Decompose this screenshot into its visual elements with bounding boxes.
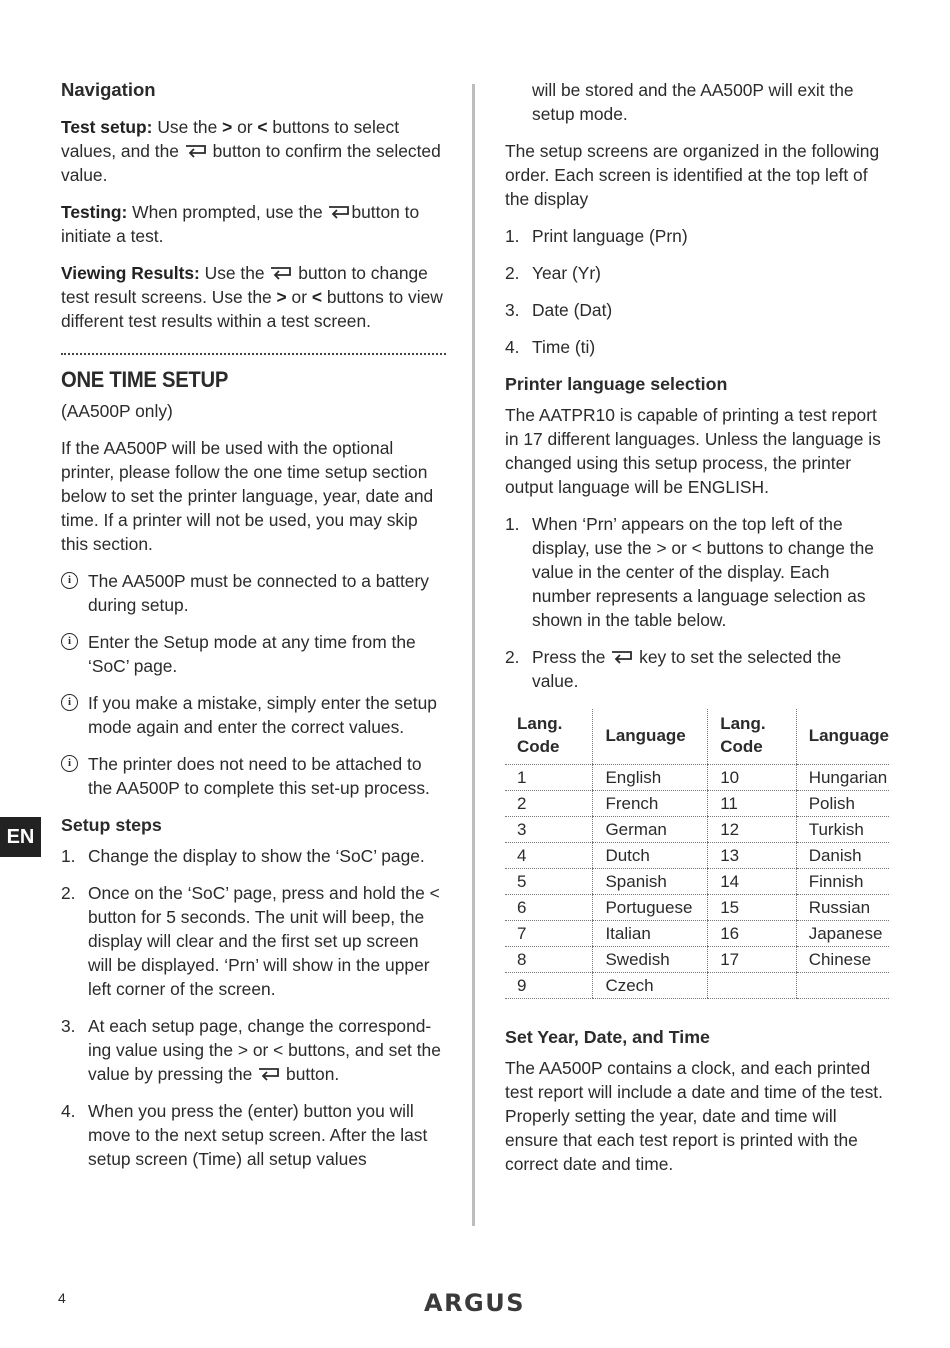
list-item (505, 224, 891, 248)
table-cell: 5 (505, 869, 593, 895)
table-row (505, 765, 889, 791)
table-cell: 6 (505, 895, 593, 921)
table-row (505, 817, 889, 843)
setup-order-list (505, 224, 891, 359)
language-table (505, 709, 889, 999)
table-cell: Czech (593, 973, 708, 999)
table-cell: 14 (708, 869, 796, 895)
item-text: Date (Dat) (532, 300, 613, 320)
table-cell: Italian (593, 921, 708, 947)
info-icon: i (61, 694, 78, 711)
table-cell: Polish (796, 791, 889, 817)
lt-symbol: < (257, 117, 268, 137)
note-text: Enter the Setup mode at any time from the ‘SoC’ page. (88, 632, 416, 676)
table-cell (708, 973, 796, 999)
setup-steps-list (61, 844, 446, 1171)
table-cell: 13 (708, 843, 796, 869)
list-item (505, 261, 891, 285)
text: button to change test result screens. Use the (61, 263, 428, 307)
table-row (505, 791, 889, 817)
table-header-row (505, 709, 889, 765)
spacer (505, 999, 891, 1025)
step-text: When ‘Prn’ appears on the top left of the display, use the > or < buttons to change the value in the center of the display. Each number represents a language selection as shown in the table below. (532, 514, 874, 630)
table-cell: 15 (708, 895, 796, 921)
table-cell: Portuguese (593, 895, 708, 921)
table-row (505, 895, 889, 921)
table-cell: 9 (505, 973, 593, 999)
table-cell: Turkish (796, 817, 889, 843)
left-column (61, 78, 446, 1184)
set-year-date-time-text: The AA500P contains a clock, and each printed test report will include a date and time of the test. Properly setting the year, date and time will ensure that each test report is printed with the correct date and time. (505, 1058, 883, 1174)
table-row (505, 921, 889, 947)
step-number: 3. (61, 1016, 76, 1036)
step-text: Once on the ‘SoC’ page, press and hold the < button for 5 seconds. The unit will beep, the display will clear and the first set up screen will be displayed. ‘Prn’ will show in the upper left corner of the screen. (88, 883, 440, 999)
printer-intro: The AATPR10 is capable of printing a test report in 17 different languages. Unless the language is changed using this setup process, the printer output language will be ENGLISH. (505, 405, 881, 497)
table-cell: 2 (505, 791, 593, 817)
note-text: The AA500P must be connected to a battery during setup. (88, 571, 429, 615)
table-cell: Dutch (593, 843, 708, 869)
gt-symbol: > (276, 287, 287, 307)
step-text: Press the (532, 647, 611, 667)
table-cell: 1 (505, 765, 593, 791)
table-cell: Finnish (796, 869, 889, 895)
text: Use the (152, 117, 223, 137)
table-cell: Japanese (796, 921, 889, 947)
text: or (286, 287, 312, 307)
test-setup-label: Test setup: (61, 117, 153, 137)
step-number: 1. (61, 846, 76, 866)
lt-symbol: < (311, 287, 322, 307)
note-item (61, 630, 446, 678)
text: button to initiate a test. (61, 202, 420, 246)
step-number: 2. (61, 883, 76, 903)
dotted-separator (61, 353, 446, 355)
step-text: button. (281, 1064, 340, 1084)
table-cell: 17 (708, 947, 796, 973)
argus-logo: ARGUS (424, 1289, 526, 1317)
list-item (61, 881, 446, 1001)
info-icon: i (61, 755, 78, 772)
table-row (505, 869, 889, 895)
info-icon: i (61, 633, 78, 650)
note-item (61, 569, 446, 617)
set-year-date-time-heading: Set Year, Date, and Time (505, 1027, 710, 1047)
table-cell: 11 (708, 791, 796, 817)
printer-language-heading: Printer language selection (505, 374, 728, 394)
table-cell: 4 (505, 843, 593, 869)
viewing-results-label: Viewing Results: (61, 263, 200, 283)
testing-label: Testing: (61, 202, 128, 222)
language-steps-list (505, 512, 891, 693)
item-text: Year (Yr) (532, 263, 601, 283)
column-header: Language (593, 709, 708, 765)
gt-symbol: > (222, 117, 233, 137)
table-cell (796, 973, 889, 999)
column-header: Lang. Code (708, 709, 796, 765)
enter-return-icon (269, 267, 293, 281)
item-text: Print language (Prn) (532, 226, 688, 246)
column-header: Lang. Code (505, 709, 593, 765)
order-intro: The setup screens are organized in the following order. Each screen is identified at the top left of the display (505, 141, 880, 209)
table-cell: 12 (708, 817, 796, 843)
item-number: 1. (505, 226, 520, 246)
step-number: 2. (505, 647, 520, 667)
text: buttons to view different test results within a test screen. (61, 287, 443, 331)
table-cell: Hungarian (796, 765, 889, 791)
item-number: 3. (505, 300, 520, 320)
section-subtitle: (AA500P only) (61, 401, 173, 421)
step-text: Change the display to show the ‘SoC’ page. (88, 846, 425, 866)
enter-return-icon (184, 145, 208, 159)
text: or (232, 117, 258, 137)
right-column (505, 78, 891, 1189)
table-row (505, 973, 889, 999)
list-item (61, 1014, 446, 1086)
section-title: ONE TIME SETUP (61, 367, 229, 392)
test-setup-paragraph (61, 115, 446, 187)
table-cell: Swedish (593, 947, 708, 973)
text: When prompted, use the (127, 202, 328, 222)
step-text: At each setup page, change the correspond-ing value using the > or < buttons, and set the value by pressing the (88, 1016, 441, 1084)
item-text: Time (ti) (532, 337, 596, 357)
step-number: 4. (61, 1101, 76, 1121)
info-icon: i (61, 572, 78, 589)
testing-paragraph (61, 200, 446, 248)
text: button to confirm the selected value. (61, 141, 441, 185)
language-side-tab: EN (0, 817, 41, 857)
enter-return-icon (610, 651, 634, 665)
note-item (61, 691, 446, 739)
intro-paragraph: If the AA500P will be used with the optional printer, please follow the one time setup section below to set the printer language, year, date and time. If a printer will not be used, you may skip this section. (61, 438, 434, 554)
list-item (505, 512, 891, 632)
setup-steps-heading: Setup steps (61, 815, 162, 835)
table-cell: 7 (505, 921, 593, 947)
step-number: 1. (505, 514, 520, 534)
list-item (505, 645, 891, 693)
table-cell: English (593, 765, 708, 791)
enter-return-icon (327, 206, 351, 220)
table-cell: Russian (796, 895, 889, 921)
navigation-heading: Navigation (61, 79, 156, 100)
table-cell: 3 (505, 817, 593, 843)
column-divider (472, 84, 475, 1226)
note-text: If you make a mistake, simply enter the setup mode again and enter the correct values. (88, 693, 437, 737)
table-row (505, 947, 889, 973)
table-cell: 10 (708, 765, 796, 791)
page-number: 4 (58, 1290, 66, 1306)
table-cell: Chinese (796, 947, 889, 973)
column-header: Language (796, 709, 889, 765)
list-item (61, 1099, 446, 1171)
language-table-body (505, 765, 889, 999)
item-number: 4. (505, 337, 520, 357)
list-item (61, 844, 446, 868)
text: Use the (199, 263, 270, 283)
table-cell: 16 (708, 921, 796, 947)
list-item (505, 298, 891, 322)
note-text: The printer does not need to be attached to the AA500P to complete this set-up process. (88, 754, 430, 798)
table-cell: French (593, 791, 708, 817)
list-item (505, 335, 891, 359)
table-cell: 8 (505, 947, 593, 973)
item-number: 2. (505, 263, 520, 283)
step-text: When you press the (enter) button you will move to the next setup screen. After the last setup screen (Time) all setup values (88, 1101, 428, 1169)
text: buttons to select values, and the (61, 117, 400, 161)
table-cell: German (593, 817, 708, 843)
viewing-results-paragraph (61, 261, 446, 333)
table-cell: Danish (796, 843, 889, 869)
step-text: key to set the selected the value. (532, 647, 842, 691)
continuation-text: will be stored and the AA500P will exit the setup mode. (532, 80, 854, 124)
table-cell: Spanish (593, 869, 708, 895)
enter-return-icon (257, 1068, 281, 1082)
table-row (505, 843, 889, 869)
note-item (61, 752, 446, 800)
